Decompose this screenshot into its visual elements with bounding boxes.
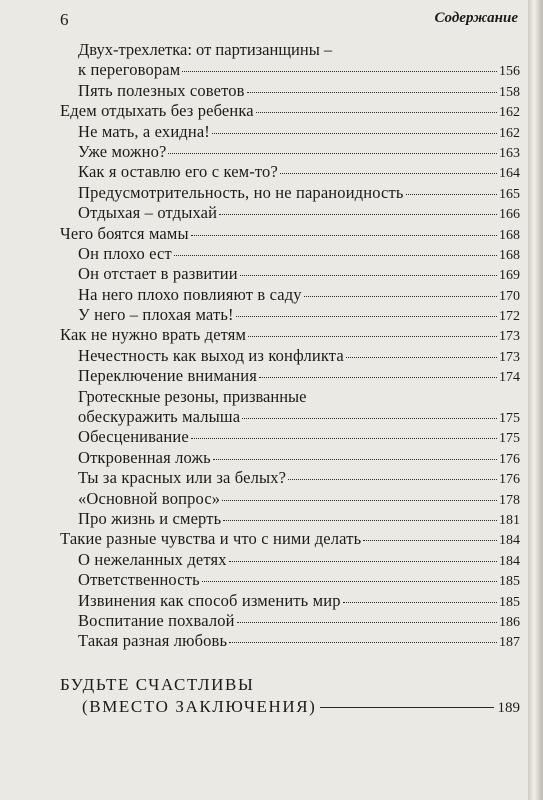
toc-entry-title: Переключение внимания: [78, 366, 257, 386]
toc-entry-page: 187: [499, 635, 520, 651]
toc-entry-page: 174: [499, 370, 520, 386]
toc-entry-page: 166: [499, 207, 520, 223]
toc-entry-title: Воспитание похвалой: [78, 610, 235, 630]
dot-leader: [406, 194, 497, 195]
toc-entry-title: Он плохо ест: [78, 243, 172, 263]
toc-entry-page: 185: [499, 594, 520, 610]
toc-entries: [60, 40, 520, 652]
toc-entry-title: О нежеланных детях: [78, 549, 227, 569]
toc-entry-title: У него – плохая мать!: [78, 305, 234, 325]
toc-entry-title: Он отстает в развитии: [78, 264, 238, 284]
page-number: 6: [60, 10, 69, 29]
toc-section: [60, 427, 520, 447]
dot-leader: [259, 377, 497, 378]
toc-section: [60, 468, 520, 488]
final-chapter-entry: [60, 696, 520, 718]
toc-section: [60, 264, 520, 284]
toc-entry-title: Как не нужно врать детям: [60, 325, 247, 345]
final-chapter-subtitle: (ВМЕСТО ЗАКЛЮЧЕНИЯ): [82, 696, 317, 716]
toc-entry-page: 168: [499, 247, 520, 263]
toc-entry-title: На него плохо повлияют в саду: [78, 284, 302, 304]
dot-leader: [168, 153, 497, 154]
toc-entry-page: 168: [499, 227, 520, 243]
toc-entry-page: 170: [499, 288, 520, 304]
toc-entry-page: 181: [499, 512, 520, 528]
toc-section: [60, 591, 520, 611]
toc-entry-title: Пять полезных советов: [78, 80, 245, 100]
toc-entry-title: Едем отдыхать без ребенка: [60, 101, 254, 121]
toc-entry-title: Чего боятся мамы: [60, 223, 189, 243]
toc-entry-title: Откровенная ложь: [78, 447, 211, 467]
toc-section: [60, 509, 520, 529]
dot-leader: [191, 438, 497, 439]
toc-entry-page: 175: [499, 431, 520, 447]
toc-section: [60, 550, 520, 570]
toc-section: [60, 285, 520, 305]
toc-chapter: [60, 101, 520, 121]
toc-section: [60, 142, 520, 162]
dot-leader: [223, 520, 497, 521]
toc-section: [60, 60, 520, 80]
toc-section: [60, 611, 520, 631]
toc-entry-page: 156: [499, 64, 520, 80]
toc-entry-page: 184: [499, 533, 520, 549]
dot-leader: [229, 642, 497, 643]
toc-entry-line: Двух-трехлетка: от партизанщины –: [78, 40, 333, 59]
final-chapter-title: БУДЬТЕ СЧАСТЛИВЫ: [60, 674, 255, 694]
toc-section: [60, 162, 520, 182]
dot-leader: [346, 357, 497, 358]
toc-entry-page: 176: [499, 451, 520, 467]
section-gap: [60, 652, 520, 674]
toc-entry-page: 175: [499, 411, 520, 427]
toc-section: [60, 366, 520, 386]
final-chapter-page: 189: [497, 699, 520, 716]
toc-entry-title: Извинения как способ изменить мир: [78, 590, 341, 610]
toc-chapter: [60, 325, 520, 345]
toc-section: [60, 122, 520, 142]
toc-entry-page: 164: [499, 166, 520, 182]
toc-section: [60, 407, 520, 427]
toc-chapter: [60, 224, 520, 244]
toc-section: [60, 183, 520, 203]
dot-leader: [191, 235, 497, 236]
toc-section: [60, 203, 520, 223]
toc-section: [60, 305, 520, 325]
toc-entry-page: 169: [499, 268, 520, 284]
dot-leader: [240, 275, 497, 276]
toc-entry-title: Ответственность: [78, 570, 200, 590]
toc-section: [60, 448, 520, 468]
toc-entry-title: Как я оставлю его с кем-то?: [78, 162, 278, 182]
toc-entry-page: 172: [499, 309, 520, 325]
toc-entry-title: Предусмотрительность, но не параноидность: [78, 182, 404, 202]
dot-leader: [288, 479, 497, 480]
toc-section: [60, 81, 520, 101]
toc-entry-title: Уже можно?: [78, 141, 167, 161]
dot-leader: [237, 622, 497, 623]
dot-leader: [247, 92, 497, 93]
dot-leader: [182, 71, 497, 72]
leader-line: [320, 707, 493, 708]
dot-leader: [212, 133, 497, 134]
toc-entry-page: 176: [499, 472, 520, 488]
table-of-contents: [60, 40, 520, 718]
toc-entry-page: 158: [499, 84, 520, 100]
toc-entry-title: к переговорам: [78, 60, 181, 80]
dot-leader: [236, 316, 497, 317]
toc-section: [60, 244, 520, 264]
dot-leader: [213, 459, 497, 460]
toc-entry-page: 162: [499, 125, 520, 141]
dot-leader: [174, 255, 497, 256]
toc-section: [60, 489, 520, 509]
toc-entry-title: Такие разные чувства и что с ними делать: [60, 529, 362, 549]
running-head: Содержание: [434, 10, 518, 26]
toc-entry-page: 162: [499, 105, 520, 121]
toc-section: [60, 346, 520, 366]
dot-leader: [304, 296, 497, 297]
dot-leader: [248, 336, 497, 337]
toc-entry-page: 178: [499, 492, 520, 508]
toc-section: [60, 631, 520, 651]
dot-leader: [222, 500, 497, 501]
dot-leader: [280, 173, 497, 174]
dot-leader: [256, 112, 497, 113]
toc-entry-title: Про жизнь и смерть: [78, 508, 222, 528]
toc-entry-page: 163: [499, 145, 520, 161]
toc-section: [60, 570, 520, 590]
toc-entry-title: обескуражить малыша: [78, 407, 241, 427]
toc-chapter: [60, 529, 520, 549]
toc-entry-page: 173: [499, 349, 520, 365]
toc-entry-page: 173: [499, 329, 520, 345]
dot-leader: [343, 602, 497, 603]
toc-entry-title: Ты за красных или за белых?: [78, 468, 287, 488]
toc-entry-title: Не мать, а ехидна!: [78, 121, 210, 141]
dot-leader: [242, 418, 497, 419]
toc-entry-title: Обесценивание: [78, 427, 189, 447]
toc-entry-page: 184: [499, 553, 520, 569]
dot-leader: [229, 561, 497, 562]
toc-entry-page: 185: [499, 574, 520, 590]
toc-entry-title: Отдыхая – отдыхай: [78, 203, 218, 223]
toc-entry-line: Гротескные резоны, призванные: [78, 386, 307, 406]
dot-leader: [219, 214, 497, 215]
dot-leader: [202, 581, 497, 582]
toc-entry-title: Нечестность как выход из конфликта: [78, 345, 344, 365]
toc-entry-page: 186: [499, 614, 520, 630]
toc-entry-title: Такая разная любовь: [78, 631, 228, 651]
toc-entry-title: «Основной вопрос»: [78, 488, 221, 508]
book-spine: [528, 0, 543, 800]
dot-leader: [363, 540, 497, 541]
toc-entry-page: 165: [499, 186, 520, 202]
